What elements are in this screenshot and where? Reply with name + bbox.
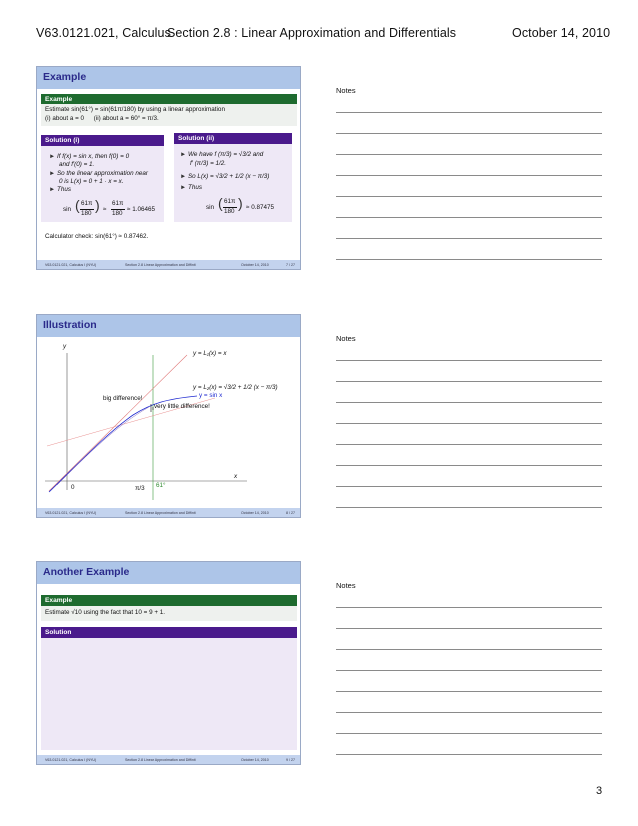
slide-title: Another Example	[43, 566, 130, 578]
header-date: October 14, 2010	[512, 26, 611, 40]
label-L1: y = L₁(x) = x	[193, 350, 227, 357]
sol1-b2a: So the linear approximation near	[56, 170, 148, 177]
sol2-b2: So L(x) = √3/2 + 1/2 (x − π/3)	[187, 173, 270, 180]
header-course: V63.0121.021, Calculus	[36, 26, 171, 40]
footer-date: October 14, 2010	[241, 757, 269, 762]
sol1-formula-sin: sin	[63, 206, 72, 213]
curve-sin-shadow	[57, 407, 149, 485]
notes-line	[336, 444, 602, 445]
footer-course: V63.0121.021, Calculus I (NYU)	[45, 510, 97, 515]
slide-footer	[37, 260, 300, 269]
notes-line	[336, 402, 602, 403]
slide-another-example	[36, 561, 301, 765]
example-i: (i) about a = 0	[45, 115, 85, 122]
sol1-b1b: and f′(0) = 1.	[59, 161, 95, 168]
example-ii: (ii) about a = 60° = π/3.	[93, 115, 159, 122]
notes-line	[336, 628, 602, 629]
slide-footer	[37, 755, 300, 764]
sol1-result: ≈ 1.06465	[127, 206, 155, 213]
example-header-label: Example	[45, 95, 73, 103]
sol1-bullet-1: ► If f(x) = sin x, then f(0) = 0	[49, 153, 130, 160]
header-section: Section 2.8 : Linear Approximation and Differentials	[166, 26, 457, 40]
slide-example	[36, 66, 301, 270]
sol1-approx: ≈	[103, 206, 107, 213]
sol1-frac-num: 61π	[81, 200, 93, 207]
footer-date: October 14, 2010	[241, 510, 269, 515]
notes-line	[336, 465, 602, 466]
sol2-frac-den: 180	[224, 208, 235, 215]
notes-line	[336, 196, 602, 197]
label-sin: y = sin x	[199, 392, 223, 399]
notes-line	[336, 259, 602, 260]
solution-body	[41, 638, 297, 750]
page-header-left	[36, 26, 456, 40]
sol2-bullet-2: ► So L(x) = √3/2 + 1/2 (x − π/3)	[180, 173, 270, 180]
slide-title: Illustration	[43, 319, 97, 331]
footer-section: Section 2.8 Linear Approximation and Diffinit	[125, 262, 196, 267]
notes-line	[336, 670, 602, 671]
notes-line	[336, 649, 602, 650]
label-L2: y = L₂(x) = √3/2 + 1/2 (x − π/3)	[193, 384, 278, 391]
sol2-result: ≈ 0.87475	[246, 204, 274, 211]
sol2-bullet-3: ► Thus	[180, 184, 202, 191]
solution-ii-label: Solution (ii)	[178, 135, 215, 142]
solution-i-header	[41, 135, 164, 146]
sol2-formula-sin: sin	[206, 204, 215, 211]
paren-left: (	[218, 195, 223, 211]
notes-line	[336, 133, 602, 134]
notes-line	[336, 691, 602, 692]
notes-line	[336, 423, 602, 424]
sol2-b1a: We have f (π/3) = √3/2 and	[187, 151, 264, 158]
little-difference-label: very little difference!	[154, 403, 210, 410]
footer-page: 9 / 27	[286, 757, 295, 762]
footer-section: Section 2.8 Linear Approximation and Diffinit	[125, 510, 196, 515]
slide-title-bar	[37, 562, 300, 584]
solution-label: Solution	[45, 629, 72, 636]
footer-course: V63.0121.021, Calculus I (NYU)	[45, 262, 97, 267]
solution-ii-header	[174, 133, 292, 144]
notes-line	[336, 754, 602, 755]
slide-footer	[37, 508, 300, 517]
calculator-check: Calculator check: sin(61°) ≈ 0.87462.	[45, 233, 149, 240]
notes-line	[336, 712, 602, 713]
notes-line	[336, 112, 602, 113]
sol1-bullet-2: ► So the linear approximation near	[49, 170, 148, 177]
slide-illustration	[36, 314, 301, 518]
footer-section: Section 2.8 Linear Approximation and Diffinit	[125, 757, 196, 762]
x-axis-label: x	[234, 473, 238, 480]
example-text: Estimate √10 using the fact that 10 = 9 + 1.	[45, 609, 166, 616]
slide-title: Example	[43, 71, 87, 83]
y-axis-label: y	[63, 343, 67, 350]
notes-line	[336, 507, 602, 508]
sol1-b3: Thus	[56, 186, 71, 193]
notes-line	[336, 238, 602, 239]
notes-line	[336, 217, 602, 218]
example-block-header	[41, 94, 297, 104]
notes-line	[336, 607, 602, 608]
notes-label: Notes	[336, 86, 356, 95]
line-L1	[49, 355, 187, 491]
example-text: Estimate sin(61°) = sin(61π/180) by using a linear approximation	[45, 106, 225, 113]
sol1-b1a: If f(x) = sin x, then f(0) = 0	[56, 153, 130, 160]
big-difference-label: big difference!	[103, 395, 143, 402]
solution-header	[41, 627, 297, 638]
sol2-b1b: f′ (π/3) = 1/2.	[190, 160, 227, 167]
notes-line	[336, 360, 602, 361]
notes-label: Notes	[336, 581, 356, 590]
solution-i-label: Solution (i)	[45, 137, 80, 144]
sol2-b3: Thus	[187, 184, 202, 191]
example-header-label: Example	[45, 597, 73, 604]
paren-left: (	[75, 197, 80, 213]
illustration-plot	[37, 315, 301, 510]
notes-label: Notes	[336, 334, 356, 343]
notes-line	[336, 154, 602, 155]
sol2-bullet-1: ► We have f (π/3) = √3/2 and	[180, 151, 264, 158]
sol2-frac-num: 61π	[224, 198, 236, 205]
sol1-frac2-den: 180	[112, 210, 123, 217]
footer-page: 8 / 27	[286, 510, 295, 515]
notes-line	[336, 381, 602, 382]
tick-zero: 0	[71, 484, 75, 491]
slide-title-bar	[37, 67, 300, 89]
notes-line	[336, 175, 602, 176]
example-block-header	[41, 595, 297, 606]
footer-date: October 14, 2010	[241, 262, 269, 267]
notes-line	[336, 486, 602, 487]
footer-page: 7 / 27	[286, 262, 295, 267]
footer-course: V63.0121.021, Calculus I (NYU)	[45, 757, 97, 762]
tick-pi-over-3: π/3	[135, 485, 145, 492]
paren-right: )	[238, 195, 243, 211]
page-number: 3	[596, 785, 603, 797]
paren-right: )	[95, 197, 100, 213]
example-part-i	[45, 115, 159, 123]
tick-61-degrees: 61°	[156, 482, 166, 489]
sol1-bullet-3: ► Thus	[49, 186, 71, 193]
sol1-b2b: 0 is L(x) = 0 + 1 · x = x.	[59, 178, 124, 185]
notes-line	[336, 733, 602, 734]
sol1-frac2-num: 61π	[112, 200, 124, 207]
sol1-frac-den: 180	[81, 210, 92, 217]
